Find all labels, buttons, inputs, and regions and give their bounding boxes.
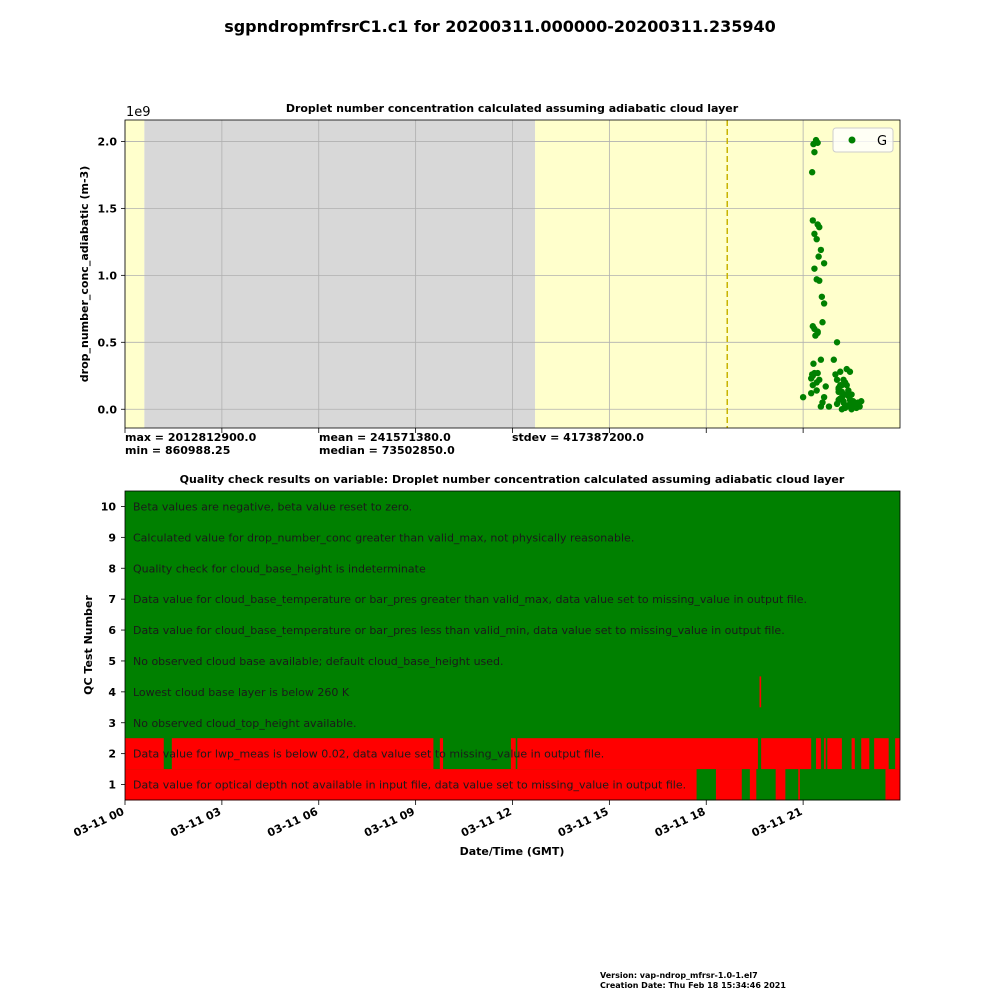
legend-marker	[849, 137, 856, 144]
qc-test-label: Data value for cloud_base_temperature or bar_pres less than valid_min, data value set to missing_value in output file.	[133, 624, 785, 638]
qc-panel	[72, 473, 900, 858]
stat-min: min = 860988.25	[125, 444, 231, 457]
qc-y-axis-label: QC Test Number	[82, 595, 95, 695]
qc-y-tick-label: 7	[108, 593, 116, 607]
qc-fail-segment	[885, 769, 900, 800]
qc-test-label: Lowest cloud base layer is below 260 K	[133, 685, 350, 699]
scatter-panel	[78, 102, 900, 457]
data-point	[814, 140, 820, 146]
stat-median: median = 73502850.0	[319, 444, 455, 457]
footer-version: Version: vap-ndrop_mfrsr-1.0-1.el7	[600, 971, 758, 980]
stat-max: max = 2012812900.0	[125, 431, 257, 444]
data-point	[819, 319, 825, 325]
qc-y-tick-label: 8	[108, 562, 116, 576]
qc-x-tick-label: 03-11 00	[71, 804, 127, 840]
data-point	[850, 403, 856, 409]
qc-x-axis-label: Date/Time (GMT)	[459, 845, 565, 858]
qc-x-tick-label: 03-11 12	[459, 804, 514, 840]
data-point	[847, 369, 853, 375]
data-point	[810, 323, 816, 329]
data-point	[819, 294, 825, 300]
data-point	[826, 403, 832, 409]
legend	[833, 128, 893, 152]
qc-y-tick-label: 3	[108, 716, 116, 730]
data-point	[818, 357, 824, 363]
qc-x-ticks	[72, 800, 805, 840]
legend-entry-g: G	[877, 134, 888, 149]
footer-creation-date: Creation Date: Thu Feb 18 15:34:46 2021	[600, 981, 786, 990]
qc-x-tick-label: 03-11 03	[168, 804, 224, 840]
qc-test-label: Data value for optical depth not available in input file, data value set to missing_value in output file.	[133, 778, 687, 792]
data-point	[834, 377, 840, 383]
qc-y-tick-label: 9	[108, 531, 116, 545]
scatter-y-axis-label: drop_number_conc_adiabatic (m-3)	[78, 165, 91, 383]
stat-mean: mean = 241571380.0	[319, 431, 451, 444]
data-point	[818, 403, 824, 409]
data-point	[811, 265, 817, 271]
qc-x-tick-label: 03-11 15	[555, 804, 611, 840]
qc-x-tick-label: 03-11 18	[652, 804, 708, 840]
qc-test-label: Beta values are negative, beta value reset to zero.	[133, 500, 413, 514]
data-point	[809, 169, 815, 175]
data-point	[834, 401, 840, 407]
qc-test-label: Data value for lwp_meas is below 0.02, data value set to missing_value in output file.	[133, 747, 605, 761]
qc-x-tick-label: 03-11 09	[362, 804, 417, 840]
data-point	[816, 377, 822, 383]
data-point	[800, 394, 806, 400]
qc-fail-segment	[750, 769, 756, 800]
data-point	[842, 405, 848, 411]
data-point	[823, 383, 829, 389]
data-point	[815, 253, 821, 259]
y-tick-label: 1.0	[97, 269, 117, 283]
data-point	[814, 370, 820, 376]
data-point	[834, 339, 840, 345]
qc-test-label: No observed cloud_top_height available.	[133, 716, 357, 730]
y-tick-label: 0.0	[97, 403, 117, 417]
qc-fail-segment	[776, 769, 786, 800]
data-point	[808, 390, 814, 396]
qc-test-label: Quality check for cloud_base_height is indeterminate	[133, 562, 426, 576]
qc-fail-segment	[824, 738, 826, 769]
data-point	[811, 149, 817, 155]
data-point	[813, 236, 819, 242]
data-point	[840, 398, 846, 404]
figure-title: sgpndropmfrsrC1.c1 for 20200311.000000-20200311.235940	[224, 17, 776, 36]
qc-fail-segment	[761, 738, 811, 769]
shaded-region-indeterminate	[125, 120, 144, 428]
y-tick-label: 2.0	[97, 135, 117, 149]
qc-fail-segment	[816, 738, 821, 769]
qc-test-label: Data value for cloud_base_temperature or bar_pres greater than valid_max, data value set to missing_value in output file.	[133, 593, 807, 607]
data-point	[818, 247, 824, 253]
qc-y-tick-label: 5	[108, 654, 116, 668]
data-point	[810, 361, 816, 367]
qc-title: Quality check results on variable: Droplet number concentration calculated assuming adiabatic cloud layer	[179, 473, 845, 486]
data-point	[858, 398, 864, 404]
statistics	[125, 431, 644, 457]
qc-fail-segment	[760, 676, 762, 707]
y-tick-label: 0.5	[97, 336, 117, 350]
qc-fail-segment	[852, 738, 855, 769]
data-point	[821, 394, 827, 400]
scatter-y-ticks	[98, 135, 126, 416]
qc-x-tick-label: 03-11 21	[749, 804, 805, 840]
qc-fail-segment	[798, 769, 800, 800]
data-point	[813, 387, 819, 393]
data-point	[814, 328, 820, 334]
qc-test-label: No observed cloud base available; default cloud_base_height used.	[133, 654, 504, 668]
qc-y-tick-label: 4	[108, 685, 116, 699]
stat-stdev: stdev = 417387200.0	[512, 431, 644, 444]
qc-fail-segment	[895, 738, 900, 769]
data-point	[847, 397, 853, 403]
data-point	[831, 357, 837, 363]
y-tick-label: 1.5	[97, 202, 117, 216]
qc-fail-segment	[716, 769, 742, 800]
qc-x-tick-label: 03-11 06	[265, 804, 321, 840]
data-point	[821, 260, 827, 266]
qc-fail-segment	[874, 738, 889, 769]
qc-y-tick-label: 1	[108, 778, 116, 792]
scatter-title: Droplet number concentration calculated assuming adiabatic cloud layer	[285, 102, 739, 115]
qc-test-label: Calculated value for drop_number_conc greater than valid_max, not physically reasonable.	[133, 531, 635, 545]
data-point	[813, 276, 819, 282]
data-point	[810, 217, 816, 223]
qc-y-tick-label: 6	[108, 624, 116, 638]
qc-y-tick-label: 10	[100, 500, 116, 514]
data-point	[821, 300, 827, 306]
qc-y-ticks	[101, 500, 125, 791]
y-offset-label: 1e9	[126, 105, 151, 120]
shaded-region-missing	[144, 120, 535, 428]
qc-fail-segment	[827, 738, 842, 769]
data-point	[837, 382, 843, 388]
qc-y-tick-label: 2	[108, 747, 116, 761]
qc-fail-segment	[861, 738, 869, 769]
